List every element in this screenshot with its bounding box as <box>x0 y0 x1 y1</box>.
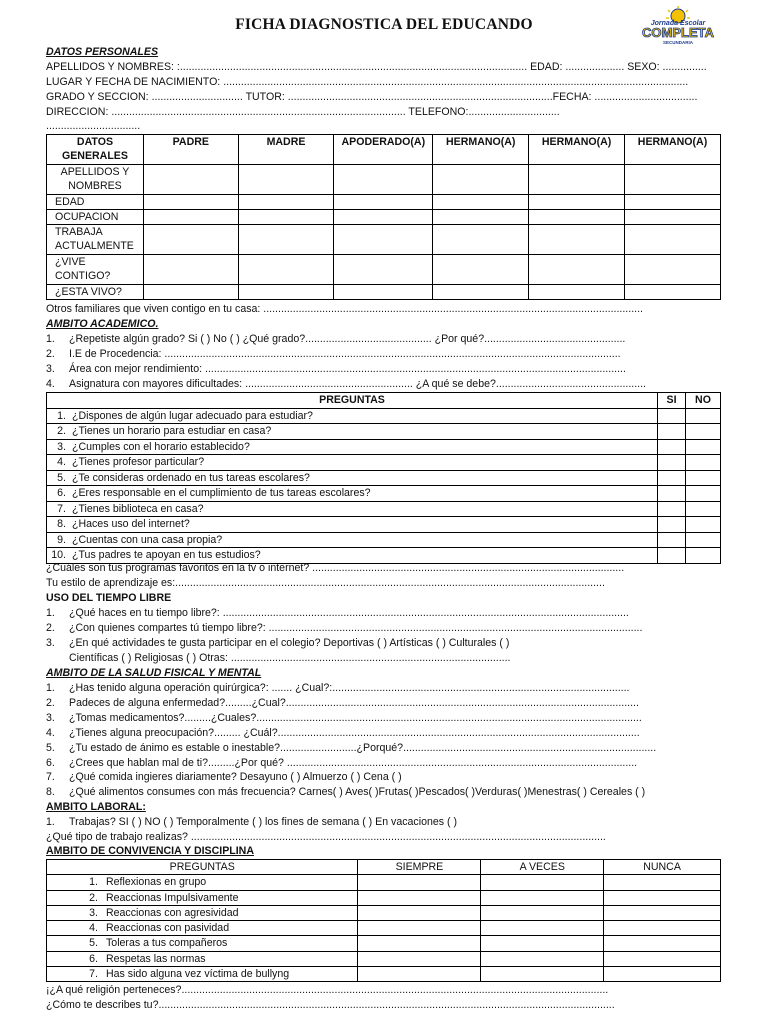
row-number: 9. <box>57 533 66 546</box>
a-veces-cell[interactable] <box>481 875 604 890</box>
cell-input[interactable] <box>433 225 529 255</box>
si-checkbox-cell[interactable] <box>658 501 686 517</box>
cell-input[interactable] <box>143 210 238 225</box>
list-item[interactable] <box>46 815 726 829</box>
section-heading-tiempo-libre: USO DEL TIEMPO LIBRE <box>46 592 172 604</box>
header-preguntas: PREGUNTAS <box>47 393 658 409</box>
cell-input[interactable] <box>143 285 238 300</box>
nunca-cell[interactable] <box>604 936 721 951</box>
item-number: 1. <box>46 333 55 345</box>
row-question: ¿Eres responsable en el cumplimiento de tus tareas escolares? <box>72 487 371 499</box>
table-row <box>47 210 721 225</box>
a-veces-cell[interactable] <box>481 936 604 951</box>
field-tipo-trabajo[interactable]: ¿Qué tipo de trabajo realizas? ............................................................................................................................................. <box>46 831 606 843</box>
item-number: 5. <box>46 742 55 754</box>
field-lugar-fecha-nacimiento[interactable]: LUGAR Y FECHA DE NACIMIENTO: .............................................................................................................................................................. <box>46 76 689 88</box>
item-text: Trabajas? SI ( ) NO ( ) Temporalmente ( ) los fines de semana ( ) En vacaciones ( ) <box>69 816 457 828</box>
table-row <box>47 470 721 486</box>
a-veces-cell[interactable] <box>481 921 604 936</box>
study-habits-table <box>46 392 721 564</box>
list-item[interactable] <box>46 681 726 695</box>
table-row <box>47 439 721 455</box>
cell-input[interactable] <box>625 195 721 210</box>
header-a-veces: A VECES <box>481 860 604 875</box>
cell-input[interactable] <box>334 195 433 210</box>
siempre-cell[interactable] <box>358 967 481 982</box>
cell-input[interactable] <box>238 225 334 255</box>
item-text: ¿Qué haces en tu tiempo libre?: .......................................................................................................................................... <box>69 607 629 619</box>
list-item[interactable] <box>46 756 726 770</box>
siempre-cell[interactable] <box>358 951 481 966</box>
row-question: ¿Cuentas con una casa propia? <box>72 533 223 546</box>
nunca-cell[interactable] <box>604 951 721 966</box>
item-number: 3. <box>46 712 55 724</box>
cell-input[interactable] <box>334 225 433 255</box>
row-number: 7. <box>57 502 66 515</box>
no-checkbox-cell[interactable] <box>686 470 721 486</box>
section-heading-salud: AMBITO DE LA SALUD FISICAL Y MENTAL <box>46 667 262 679</box>
row-question: Reaccionas Impulsivamente <box>106 891 239 904</box>
table-row <box>47 951 721 966</box>
list-item[interactable] <box>46 696 726 710</box>
row-question: Reaccionas con pasividad <box>106 922 230 935</box>
row-label-ocupacion: OCUPACION <box>47 210 144 225</box>
row-question: Reflexionas en grupo <box>106 876 207 889</box>
cell-input[interactable] <box>143 255 238 285</box>
item-text: ¿Tienes alguna preocupación?......... ¿Cuál?........................................................................................................................... <box>69 727 640 739</box>
section-heading-academico: AMBITO ACADEMICO. <box>46 318 159 330</box>
field-describes[interactable]: ¿Cómo te describes tu?........................................................................................................................................................... <box>46 999 615 1011</box>
row-question: ¿Cumples con el horario establecido? <box>72 440 250 453</box>
table-row <box>47 225 721 255</box>
table-row <box>47 875 721 890</box>
header-apoderado: APODERADO(A) <box>334 135 433 165</box>
cell-input[interactable] <box>625 165 721 195</box>
nunca-cell[interactable] <box>604 967 721 982</box>
item-number: 2. <box>46 622 55 634</box>
row-question: Has sido alguna vez víctima de bullyng <box>106 968 290 981</box>
list-item-continuation[interactable]: Científicas ( ) Religiosas ( ) Otras: ............................................................................................... <box>69 652 511 664</box>
table-row <box>47 921 721 936</box>
header-padre: PADRE <box>143 135 238 165</box>
nunca-cell[interactable] <box>604 921 721 936</box>
item-text: ¿Has tenido alguna operación quirúrgica?: ....... ¿Cual?:..................................................................................................... <box>69 682 630 694</box>
row-label-vive-contigo: ¿VIVE CONTIGO? <box>47 255 144 285</box>
header-siempre: SIEMPRE <box>358 860 481 875</box>
item-number: 2. <box>46 697 55 709</box>
field-programas-tv[interactable]: ¿Cuáles son tus programas favoritos en la tv o internet? .......................................................................................................... <box>46 562 625 574</box>
family-table-header-row <box>47 135 721 165</box>
table-row <box>47 486 721 502</box>
row-number: 3. <box>57 440 66 453</box>
list-item[interactable] <box>46 785 726 799</box>
row-question: Respetas las normas <box>106 952 206 965</box>
nunca-cell[interactable] <box>604 875 721 890</box>
cell-input[interactable] <box>625 225 721 255</box>
row-number: 2. <box>57 425 66 437</box>
list-item[interactable] <box>46 741 726 755</box>
table-row <box>47 532 721 548</box>
cell-input[interactable] <box>433 285 529 300</box>
table-row <box>47 285 721 300</box>
header-preguntas: PREGUNTAS <box>47 860 358 875</box>
no-checkbox-cell[interactable] <box>686 517 721 533</box>
logo-top-text: Jornada Escolar <box>650 20 706 27</box>
item-number: 2. <box>46 348 55 360</box>
logo-main-text: COMPLETA <box>642 25 714 40</box>
a-veces-cell[interactable] <box>481 890 604 905</box>
cell-input[interactable] <box>143 225 238 255</box>
family-data-table <box>46 134 721 300</box>
item-text: ¿Qué alimentos consumes con más frecuencia? Carnes( ) Aves( )Frutas( )Pescados( )Verduras( )Menestras( ) Cereales ( ) <box>69 786 646 798</box>
row-number: 10. <box>51 549 66 561</box>
cell-input[interactable] <box>433 255 529 285</box>
cell-input[interactable] <box>529 285 625 300</box>
item-text: ¿Tu estado de ánimo es estable o inestable?..........................¿Porqué?...................................................................................... <box>69 742 657 754</box>
field-grado-seccion[interactable]: GRADO Y SECCION: ............................... TUTOR: ..........................................................................................FECHA: ................................... <box>46 91 698 103</box>
cell-input[interactable] <box>625 255 721 285</box>
item-number: 1. <box>46 682 55 694</box>
header-hermano-2: HERMANO(A) <box>529 135 625 165</box>
section-heading-convivencia: AMBITO DE CONVIVENCIA Y DISCIPLINA <box>46 845 254 857</box>
item-number: 1. <box>46 607 55 619</box>
row-number: 7. <box>89 968 98 981</box>
list-item[interactable] <box>46 332 726 346</box>
item-text: ¿En qué actividades te gusta participar en el colegio? Deportivas ( ) Artísticas ( ) Culturales ( ) <box>69 637 510 649</box>
cell-input[interactable] <box>143 195 238 210</box>
cell-input[interactable] <box>238 285 334 300</box>
si-checkbox-cell[interactable] <box>658 439 686 455</box>
header-no: NO <box>686 393 721 409</box>
table-row <box>47 501 721 517</box>
cell-input[interactable] <box>625 210 721 225</box>
nunca-cell[interactable] <box>604 890 721 905</box>
item-text: Asignatura con mayores dificultades: ......................................................... ¿A qué se debe?................................................... <box>69 378 646 390</box>
row-question: ¿Dispones de algún lugar adecuado para estudiar? <box>72 409 313 422</box>
siempre-cell[interactable] <box>358 890 481 905</box>
row-label-apellidos: APELLIDOS Y NOMBRES <box>47 165 144 195</box>
list-item[interactable] <box>46 362 726 376</box>
list-item[interactable] <box>46 711 726 725</box>
a-veces-cell[interactable] <box>481 905 604 920</box>
field-apellidos-nombres[interactable]: APELLIDOS Y NOMBRES: :...................................................................................................................... EDAD: .................... SEXO: ............... <box>46 61 707 73</box>
item-text: ¿Qué comida ingieres diariamente? Desayuno ( ) Almuerzo ( ) Cena ( ) <box>69 771 402 783</box>
row-question: ¿Tienes un horario para estudiar en casa? <box>72 425 272 437</box>
cell-input[interactable] <box>334 165 433 195</box>
si-checkbox-cell[interactable] <box>658 486 686 502</box>
study-table-header-row <box>47 393 721 409</box>
header-datos-generales: DATOS GENERALES <box>47 135 144 165</box>
item-number: 3. <box>46 637 55 649</box>
no-checkbox-cell[interactable] <box>686 455 721 471</box>
cell-input[interactable] <box>143 165 238 195</box>
table-row <box>47 936 721 951</box>
table-row <box>47 517 721 533</box>
cell-input[interactable] <box>238 210 334 225</box>
siempre-cell[interactable] <box>358 875 481 890</box>
row-number: 8. <box>57 518 66 530</box>
item-number: 7. <box>46 771 55 783</box>
behavior-table <box>46 859 721 982</box>
list-item[interactable] <box>46 347 726 361</box>
cell-input[interactable] <box>433 165 529 195</box>
item-number: 6. <box>46 757 55 769</box>
list-item[interactable] <box>46 636 726 650</box>
section-heading-datos-personales: DATOS PERSONALES <box>46 46 159 58</box>
table-row <box>47 165 721 195</box>
siempre-cell[interactable] <box>358 936 481 951</box>
no-checkbox-cell[interactable] <box>686 439 721 455</box>
field-direccion-continuation[interactable]: ................................ <box>46 120 141 132</box>
field-religion[interactable]: ¡¿A qué religión perteneces?................................................................................................................................................. <box>46 984 609 996</box>
list-item[interactable] <box>46 621 726 635</box>
cell-input[interactable] <box>238 255 334 285</box>
logo-sub-text: SECUNDARIA <box>662 40 694 45</box>
si-checkbox-cell[interactable] <box>658 455 686 471</box>
list-item[interactable] <box>46 770 726 784</box>
row-label-edad: EDAD <box>47 195 144 210</box>
field-direccion[interactable]: DIRECCION: .................................................................................................... TELEFONO:............................... <box>46 106 560 118</box>
item-number: 1. <box>46 816 55 828</box>
table-row <box>47 905 721 920</box>
item-text: Padeces de alguna enfermedad?.........¿Cual?........................................................................................................................ <box>69 697 639 709</box>
cell-input[interactable] <box>625 285 721 300</box>
table-row <box>47 255 721 285</box>
si-checkbox-cell[interactable] <box>658 517 686 533</box>
header-madre: MADRE <box>238 135 334 165</box>
cell-input[interactable] <box>238 165 334 195</box>
cell-input[interactable] <box>529 225 625 255</box>
cell-input[interactable] <box>529 255 625 285</box>
row-question: ¿Tienes profesor particular? <box>72 456 205 468</box>
list-item[interactable] <box>46 377 726 391</box>
si-checkbox-cell[interactable] <box>658 424 686 440</box>
row-question: ¿Haces uso del internet? <box>72 518 190 530</box>
si-checkbox-cell[interactable] <box>658 532 686 548</box>
a-veces-cell[interactable] <box>481 951 604 966</box>
siempre-cell[interactable] <box>358 921 481 936</box>
list-item[interactable] <box>46 726 726 740</box>
cell-input[interactable] <box>433 210 529 225</box>
row-number: 3. <box>89 906 98 919</box>
a-veces-cell[interactable] <box>481 967 604 982</box>
cell-input[interactable] <box>529 195 625 210</box>
row-number: 5. <box>89 937 98 950</box>
row-question: Reaccionas con agresividad <box>106 906 239 919</box>
list-item[interactable] <box>46 606 726 620</box>
header-si: SI <box>658 393 686 409</box>
no-checkbox-cell[interactable] <box>686 532 721 548</box>
cell-input[interactable] <box>334 285 433 300</box>
header-nunca: NUNCA <box>604 860 721 875</box>
row-number: 2. <box>89 891 98 904</box>
row-number: 1. <box>57 409 66 422</box>
cell-input[interactable] <box>529 210 625 225</box>
row-number: 4. <box>89 922 98 935</box>
row-label-trabaja: TRABAJA ACTUALMENTE <box>47 225 144 255</box>
item-number: 4. <box>46 727 55 739</box>
header-hermano-1: HERMANO(A) <box>433 135 529 165</box>
field-estilo-aprendizaje[interactable]: Tu estilo de aprendizaje es:.................................................................................................................................................. <box>46 577 605 589</box>
no-checkbox-cell[interactable] <box>686 424 721 440</box>
item-text: ¿Crees que hablan mal de ti?.........¿Por qué? ....................................................................................................................... <box>69 757 638 769</box>
school-logo <box>628 6 728 46</box>
row-question: ¿Tus padres te apoyan en tus estudios? <box>72 549 261 561</box>
siempre-cell[interactable] <box>358 905 481 920</box>
behavior-table-header-row <box>47 860 721 875</box>
item-text: ¿Tomas medicamentos?.........¿Cuales?................................................................................................................................... <box>69 712 642 724</box>
no-checkbox-cell[interactable] <box>686 501 721 517</box>
item-number: 3. <box>46 363 55 375</box>
row-number: 5. <box>57 471 66 484</box>
si-checkbox-cell[interactable] <box>658 408 686 424</box>
table-row <box>47 890 721 905</box>
field-otros-familiares[interactable]: Otros familiares que viven contigo en tu casa: ................................................................................................................................. <box>46 303 643 315</box>
header-hermano-3: HERMANO(A) <box>625 135 721 165</box>
form-title: FICHA DIAGNOSTICA DEL EDUCANDO <box>235 16 533 33</box>
table-row <box>47 967 721 982</box>
no-checkbox-cell[interactable] <box>686 408 721 424</box>
item-text: I.E de Procedencia: ........................................................................................................................................................... <box>69 348 621 360</box>
table-row <box>47 455 721 471</box>
row-question: Toleras a tus compañeros <box>106 937 228 950</box>
cell-input[interactable] <box>334 255 433 285</box>
cell-input[interactable] <box>334 210 433 225</box>
item-number: 4. <box>46 378 55 390</box>
row-label-esta-vivo: ¿ESTA VIVO? <box>47 285 144 300</box>
item-text: ¿Con quienes compartes tú tiempo libre?: ............................................................................................................................... <box>69 622 643 634</box>
section-heading-laboral: AMBITO LABORAL: <box>46 801 146 813</box>
item-number: 8. <box>46 786 55 798</box>
cell-input[interactable] <box>529 165 625 195</box>
no-checkbox-cell[interactable] <box>686 486 721 502</box>
row-number: 6. <box>57 487 66 499</box>
nunca-cell[interactable] <box>604 905 721 920</box>
row-number: 4. <box>57 456 66 468</box>
table-row <box>47 424 721 440</box>
item-text: Área con mejor rendimiento: ............................................................................................................................................... <box>69 363 626 375</box>
row-number: 1. <box>89 876 98 889</box>
table-row <box>47 408 721 424</box>
row-question: ¿Te consideras ordenado en tus tareas escolares? <box>72 471 310 484</box>
table-row <box>47 195 721 210</box>
cell-input[interactable] <box>433 195 529 210</box>
row-number: 6. <box>89 952 98 965</box>
si-checkbox-cell[interactable] <box>658 470 686 486</box>
cell-input[interactable] <box>238 195 334 210</box>
item-text: ¿Repetiste algún grado? Si ( ) No ( ) ¿Qué grado?........................................... ¿Por qué?................................................ <box>69 333 626 345</box>
row-question: ¿Tienes biblioteca en casa? <box>72 502 204 515</box>
